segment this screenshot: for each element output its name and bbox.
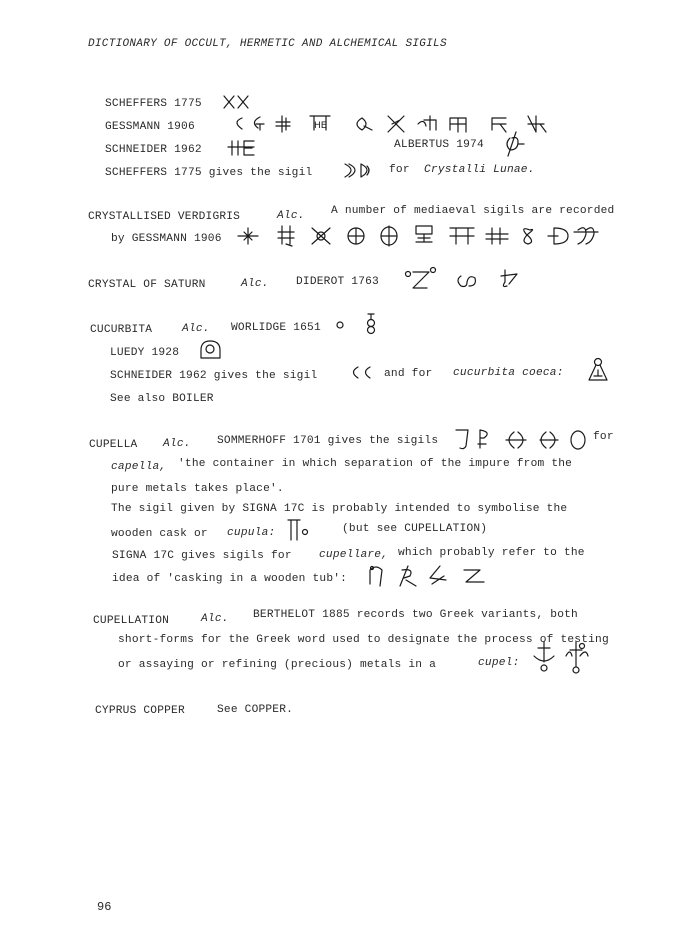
cupella-text-3: pure metals takes place'.	[111, 483, 284, 495]
verdigris-text-2: by GESSMANN 1906	[111, 233, 222, 245]
alc-label-cucurbita: Alc.	[182, 323, 210, 335]
cupella-text-2: 'the container in which separation of the impure from the	[178, 458, 573, 470]
crystalli-lunae-text: Crystalli Lunae.	[424, 164, 535, 176]
entry-head-saturn: CRYSTAL OF SATURN	[88, 279, 206, 291]
alc-label-verdigris: Alc.	[277, 210, 305, 222]
cupella-text-5c: (but see CUPELLATION)	[342, 523, 488, 535]
and-for-text: and for	[384, 368, 433, 380]
ref-sommerhoff-1701: SOMMERHOFF 1701 gives the sigils	[217, 435, 439, 447]
cupella-text-7: idea of 'casking in a wooden tub':	[112, 573, 348, 585]
sigil-row-verdigris	[236, 220, 591, 248]
see-copper: See COPPER.	[217, 704, 294, 716]
ref-diderot-1763: DIDEROT 1763	[296, 276, 379, 288]
sigil-row-cupella	[452, 424, 592, 454]
cupella-text-5a: wooden cask or	[111, 528, 208, 540]
sigil-schneider	[226, 137, 258, 159]
sigil-albertus	[502, 130, 528, 160]
alc-label-saturn: Alc.	[241, 278, 269, 290]
sigil-cucurbita-coeca	[586, 356, 610, 384]
cupellation-text-2: short-forms for the Greek word used to designate the process of testing	[118, 634, 609, 646]
cupella-text-4: The sigil given by SIGNA 17C is probably intended to symbolise the	[111, 503, 568, 515]
alc-label-cupella: Alc.	[163, 438, 191, 450]
entry-head-verdigris: CRYSTALLISED VERDIGRIS	[88, 211, 241, 223]
sigil-cupula	[286, 516, 312, 542]
ref-gessmann-1906: GESSMANN 1906	[105, 121, 195, 133]
cupellation-text-1: BERTHELOT 1885 records two Greek variants, both	[253, 609, 578, 621]
svg-text:HE: HE	[314, 121, 327, 131]
sigil-double-x	[222, 93, 252, 111]
cupula-term: cupula:	[227, 527, 276, 539]
alc-label-cupellation: Alc.	[201, 613, 229, 625]
sigil-row-cupellation	[530, 636, 596, 676]
cupellare-term: cupellare,	[319, 549, 389, 561]
cupel-term: cupel:	[478, 657, 520, 669]
cupella-text-6c: which probably refer to the	[398, 547, 585, 559]
see-also-boiler: See also BOILER	[110, 393, 214, 405]
sigil-row-saturn	[403, 264, 523, 292]
sigil-crystalli-lunae	[341, 160, 377, 180]
sigil-luedy	[198, 338, 224, 360]
schneider-gives-text: SCHNEIDER 1962 gives the sigil	[110, 370, 318, 382]
sigil-cucurbita	[347, 362, 375, 382]
ref-worlidge-1651: WORLIDGE 1651	[231, 322, 321, 334]
ref-schneider-1962: SCHNEIDER 1962	[105, 144, 202, 156]
entry-head-cupella: CUPELLA	[89, 439, 138, 451]
running-title: DICTIONARY OF OCCULT, HERMETIC AND ALCHEMICAL SIGILS	[88, 38, 447, 50]
cucurbita-coeca-text: cucurbita coeca:	[453, 367, 564, 379]
ref-albertus-1974: ALBERTUS 1974	[394, 139, 484, 151]
entry-head-cyprus-copper: CYPRUS COPPER	[95, 705, 185, 717]
entry-head-cucurbita: CUCURBITA	[90, 324, 153, 336]
cupella-text-6a: SIGNA 17C gives sigils for	[112, 550, 292, 562]
scheffers-gives-text: SCHEFFERS 1775 gives the sigil	[105, 167, 313, 179]
capella-term: capella,	[111, 461, 167, 473]
verdigris-text-1: A number of mediaeval sigils are recorded	[331, 205, 615, 217]
ref-scheffers-1775: SCHEFFERS 1775	[105, 98, 202, 110]
sigil-worlidge	[334, 312, 378, 336]
for-text: for	[389, 164, 410, 176]
cupellation-text-3a: or assaying or refining (precious) metals in a	[118, 659, 437, 671]
sigil-row-cupellare	[366, 560, 490, 590]
page-number: 96	[97, 900, 112, 914]
entry-head-cupellation: CUPELLATION	[93, 615, 170, 627]
for-text-cupella: for	[593, 431, 614, 443]
ref-luedy-1928: LUEDY 1928	[110, 347, 180, 359]
